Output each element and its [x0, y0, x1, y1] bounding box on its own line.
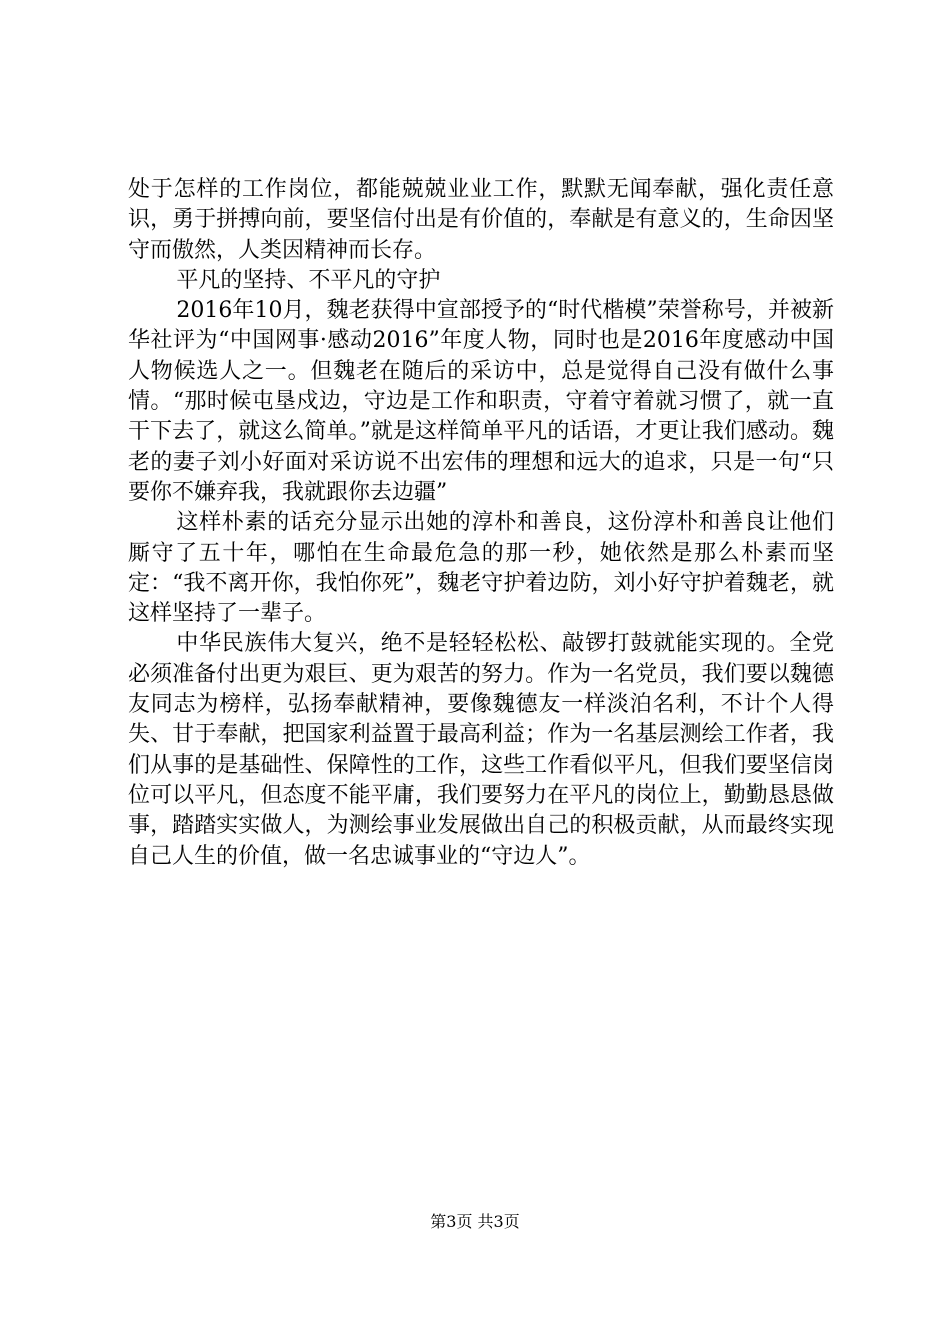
- paragraph-continuation: 处于怎样的工作岗位，都能兢兢业业工作，默默无闻奉献，强化责任意识，勇于拼搏向前，要坚信付出是有价值的，奉献是有意义的，生命因坚守而傲然，人类因精神而长存。: [128, 177, 834, 263]
- page-footer: 第3页 共3页: [430, 1212, 520, 1231]
- paragraph-wife: 这样朴素的话充分显示出她的淳朴和善良，这份淳朴和善良让他们厮守了五十年，哪怕在生命最危急的那一秒，她依然是那么朴素而坚定：“我不离开你，我怕你死”，魏老守护着边防，刘小好守护着魏老，就这样坚持了一辈子。: [128, 510, 834, 627]
- document-body: [128, 175, 834, 872]
- paragraph-honors: 2016年10月，魏老获得中宣部授予的“时代楷模”荣誉称号，并被新华社评为“中国网事·感动2016”年度人物，同时也是2016年度感动中国人物候选人之一。但魏老在随后的采访中，总是觉得自己没有做什么事情。“那时候屯垦戍边，守边是工作和职责，守着守着就习惯了，就一直干下去了，就这么简单。”就是这样简单平凡的话语，才更让我们感动。魏老的妻子刘小好面对采访说不出宏伟的理想和远大的追求，只是一句“只要你不嫌弃我，我就跟你去边疆”: [128, 298, 834, 505]
- section-heading: 平凡的坚持、不平凡的守护: [176, 267, 441, 293]
- paragraph-conclusion: 中华民族伟大复兴，绝不是轻轻松松、敲锣打鼓就能实现的。全党必须准备付出更为艰巨、更为艰苦的努力。作为一名党员，我们要以魏德友同志为榜样，弘扬奉献精神，要像魏德友一样淡泊名利，不计个人得失、甘于奉献，把国家利益置于最高利益；作为一名基层测绘工作者，我们从事的是基础性、保障性的工作，这些工作看似平凡，但我们要坚信岗位可以平凡，但态度不能平庸，我们要努力在平凡的岗位上，勤勤恳恳做事，踏踏实实做人，为测绘事业发展做出自己的积极贡献，从而最终实现自己人生的价值，做一名忠诚事业的“守边人”。: [128, 631, 834, 869]
